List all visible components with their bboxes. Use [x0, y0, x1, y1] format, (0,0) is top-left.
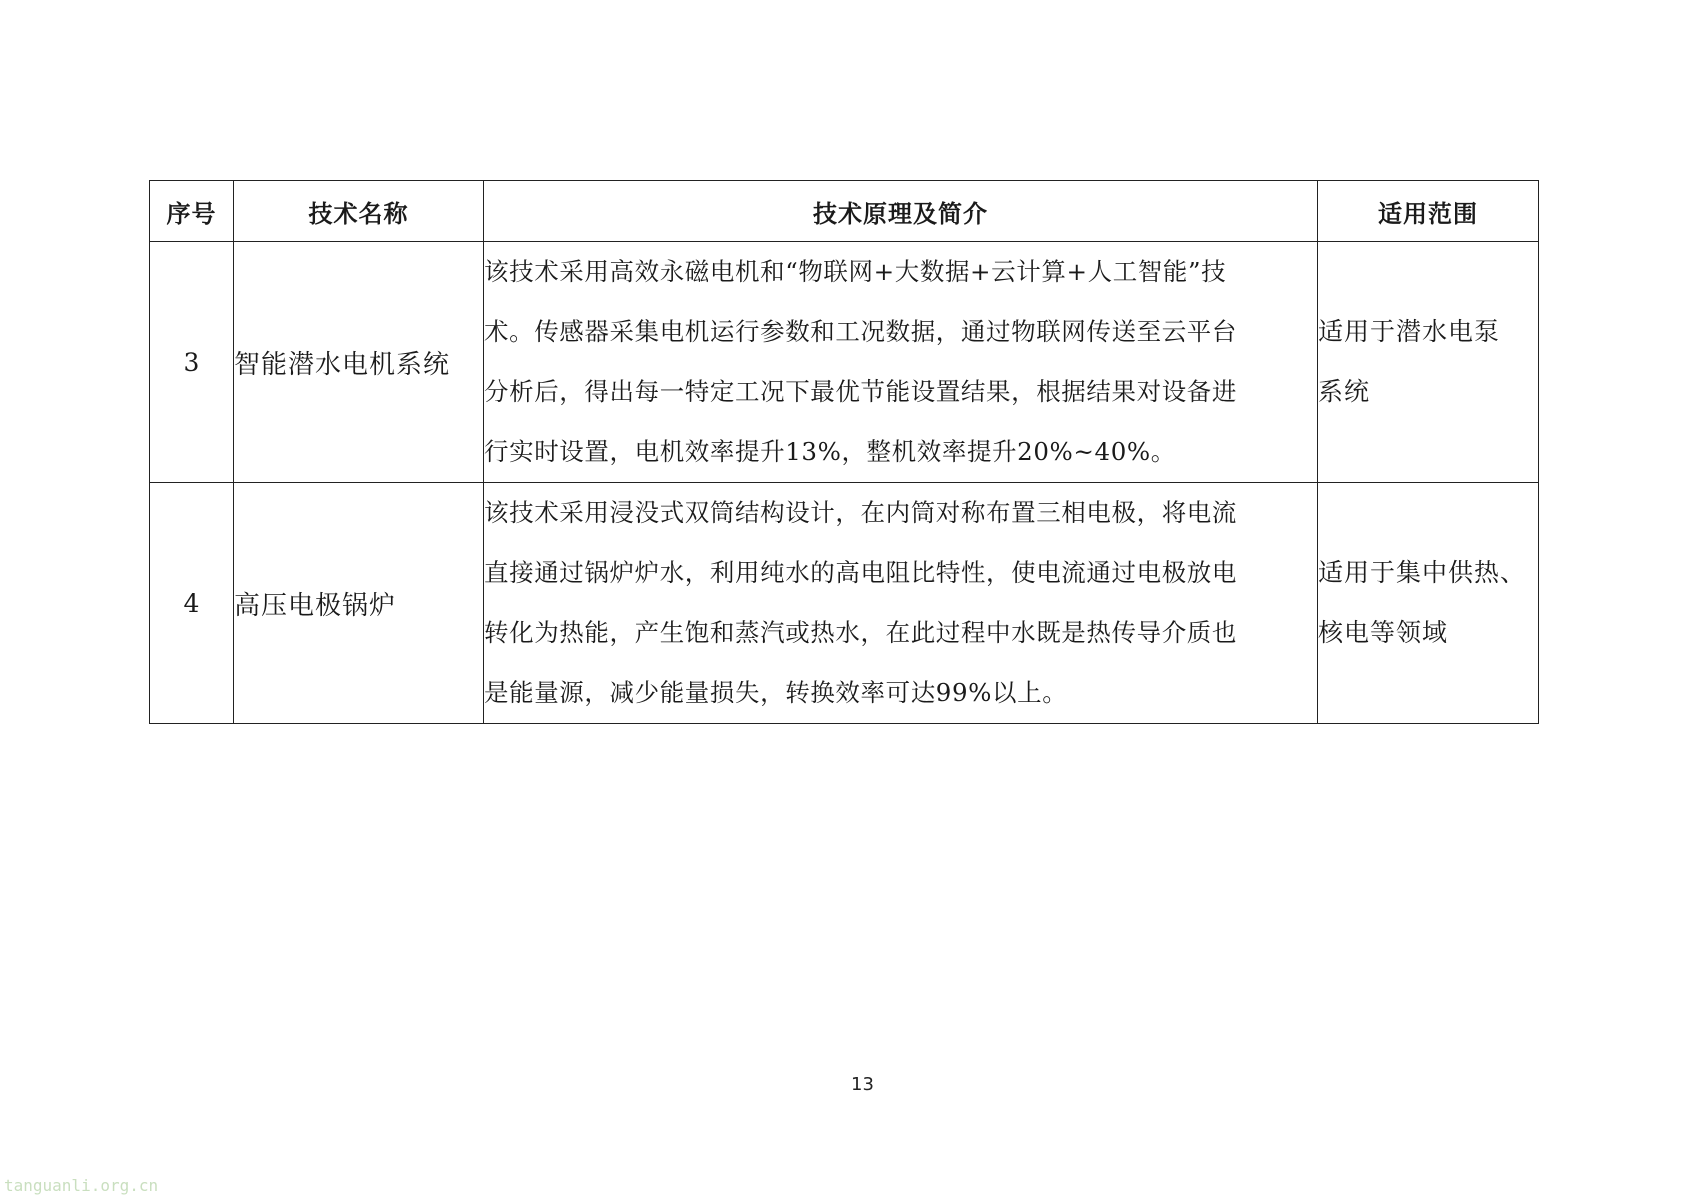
row-technology-description [484, 483, 1318, 724]
table-row [150, 242, 1539, 483]
row-technology-name: 高压电极锅炉 [234, 483, 484, 724]
table-row [150, 483, 1539, 724]
scope-line: 适用于潜水电泵 [1318, 317, 1501, 346]
scope-line: 适用于集中供热、 [1318, 558, 1527, 587]
table-header-row [150, 181, 1539, 242]
header-technology-description: 技术原理及简介 [484, 181, 1318, 242]
header-technology-name: 技术名称 [234, 181, 484, 242]
header-application-scope: 适用范围 [1318, 181, 1539, 242]
row-application-scope [1318, 483, 1539, 724]
scope-line: 核电等领域 [1318, 618, 1449, 647]
description-line: 分析后，得出每一特定工况下最优节能设置结果，根据结果对设备进 [484, 377, 1237, 406]
description-line: 直接通过锅炉炉水，利用纯水的高电阻比特性，使电流通过电极放电 [484, 558, 1237, 587]
description-line: 术。传感器采集电机运行参数和工况数据，通过物联网传送至云平台 [484, 317, 1237, 346]
watermark-text: tanguanli.org.cn [4, 1176, 159, 1195]
row-serial-number: 4 [150, 483, 234, 724]
page-number: 13 [851, 1074, 874, 1095]
description-line: 行实时设置，电机效率提升13%，整机效率提升20%~40%。 [484, 437, 1176, 466]
header-serial-number: 序号 [150, 181, 234, 242]
description-line: 转化为热能，产生饱和蒸汽或热水，在此过程中水既是热传导介质也 [484, 618, 1237, 647]
description-line: 该技术采用高效永磁电机和“物联网+大数据+云计算+人工智能”技 [484, 257, 1227, 286]
row-technology-description [484, 242, 1318, 483]
row-technology-name: 智能潜水电机系统 [234, 242, 484, 483]
description-line: 该技术采用浸没式双筒结构设计，在内筒对称布置三相电极，将电流 [484, 498, 1237, 527]
row-serial-number: 3 [150, 242, 234, 483]
technology-table [149, 180, 1539, 724]
row-application-scope [1318, 242, 1539, 483]
scope-line: 系统 [1318, 377, 1371, 406]
description-line: 是能量源，减少能量损失，转换效率可达99%以上。 [484, 678, 1068, 707]
